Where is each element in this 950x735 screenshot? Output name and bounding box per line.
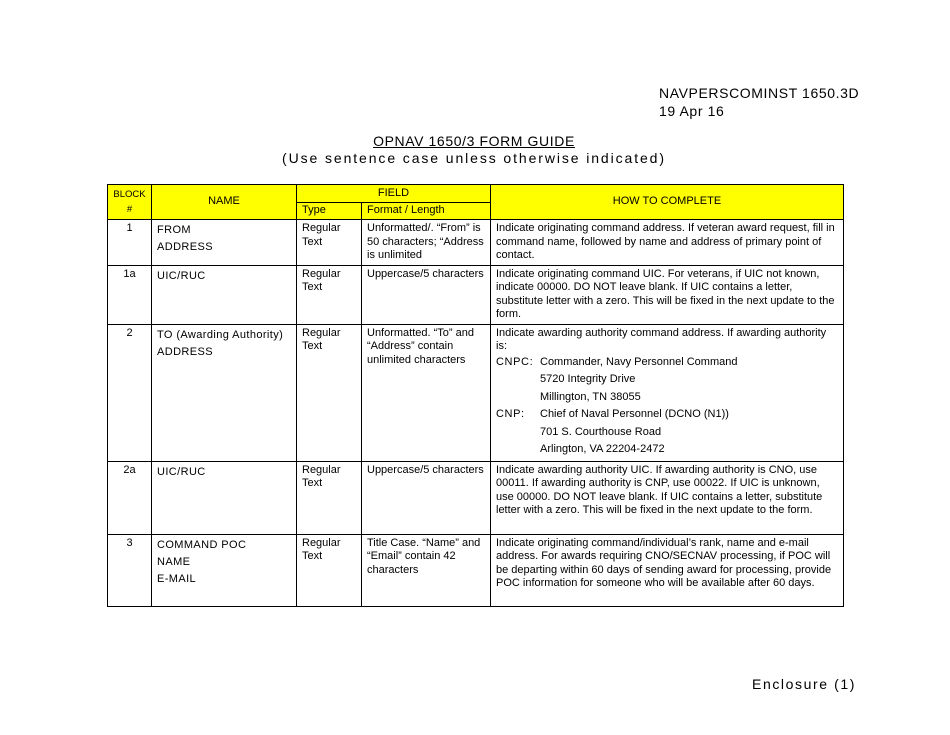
block-number: 1 xyxy=(108,220,152,266)
field-format: Unformatted. “To” and “Address” contain unlimited characters xyxy=(362,324,491,461)
field-type: Regular Text xyxy=(297,220,362,266)
table-row xyxy=(108,461,844,534)
field-type: Regular Text xyxy=(297,324,362,461)
address-line: Chief of Naval Personnel (DCNO (N1)) xyxy=(540,408,729,420)
header-type: Type xyxy=(297,202,362,220)
field-name-line: FROM xyxy=(157,224,191,236)
table-row xyxy=(108,534,844,606)
field-format: Title Case. “Name” and “Email” contain 42 characters xyxy=(362,534,491,606)
field-name xyxy=(152,324,297,461)
form-guide-title xyxy=(0,133,950,167)
field-name-line: COMMAND POC xyxy=(157,538,247,551)
address-line: 5720 Integrity Drive xyxy=(540,373,636,385)
cnp-address xyxy=(496,406,838,459)
block-number: 2a xyxy=(108,461,152,534)
how-to-complete: Indicate awarding authority UIC. If awarding authority is CNO, use 00011. If awarding authority is CNP, use 00022. If UIC is unknown, use 00000. DO NOT leave blank. If UIC contains a letter, substitute letter with a zero. This will be fixed in the next update to the form. xyxy=(491,461,844,534)
header-name: NAME xyxy=(152,185,297,220)
form-guide-table xyxy=(107,184,844,607)
field-name-line: UIC/RUC xyxy=(157,269,206,282)
field-format: Uppercase/5 characters xyxy=(362,461,491,534)
header-format: Format / Length xyxy=(362,202,491,220)
header-block-line1: BLOCK xyxy=(113,189,146,200)
table-row xyxy=(108,220,844,266)
address-line: Commander, Navy Personnel Command xyxy=(540,355,738,368)
field-name xyxy=(152,534,297,606)
header-how-to-complete: HOW TO COMPLETE xyxy=(491,185,844,220)
instruction-date: 19 Apr 16 xyxy=(659,103,725,119)
header-field: FIELD xyxy=(297,185,491,203)
table-row xyxy=(108,324,844,461)
how-to-complete xyxy=(491,324,844,461)
cnpc-label: CNPC: xyxy=(496,355,534,368)
table-header-row xyxy=(108,185,844,203)
field-type: Regular Text xyxy=(297,534,362,606)
field-name-line: E-MAIL xyxy=(157,572,197,585)
header-block xyxy=(108,185,152,220)
header-block-line2: # xyxy=(126,204,133,215)
field-name-line: UIC/RUC xyxy=(157,465,206,478)
field-name-line: ADDRESS xyxy=(157,345,213,358)
block-number: 3 xyxy=(108,534,152,606)
field-format: Unformatted/. “From” is 50 characters; “Address is unlimited xyxy=(362,220,491,266)
how-to-complete: Indicate originating command/individual’s rank, name and e-mail address. For awards requiring CNO/SECNAV processing, if POC will be departing within 60 days of sending award for processing, provide POC information for someone who will be available after 60 days. xyxy=(491,534,844,606)
address-line: 701 S. Courthouse Road xyxy=(540,425,662,438)
field-name xyxy=(152,265,297,324)
enclosure-label: Enclosure (1) xyxy=(752,676,857,692)
how-to-complete: Indicate originating command UIC. For veterans, if UIC not known, indicate 00000. DO NOT leave blank. If UIC contains a letter, substitute letter with a zero. This will be fixed in the next update to the form. xyxy=(491,265,844,324)
field-name-line: TO (Awarding Authority) xyxy=(157,328,284,341)
field-name xyxy=(152,461,297,534)
cnpc-address xyxy=(496,354,838,407)
field-type: Regular Text xyxy=(297,461,362,534)
instruction-reference xyxy=(659,84,859,120)
how-intro: Indicate awarding authority command address. If awarding authority is: xyxy=(496,326,827,352)
table-row xyxy=(108,265,844,324)
field-type: Regular Text xyxy=(297,265,362,324)
address-line: Millington, TN 38055 xyxy=(540,390,641,403)
field-format: Uppercase/5 characters xyxy=(362,265,491,324)
title-main: OPNAV 1650/3 FORM GUIDE xyxy=(373,133,575,149)
field-name-line: ADDRESS xyxy=(157,241,213,253)
block-number: 2 xyxy=(108,324,152,461)
field-name xyxy=(152,220,297,266)
address-line: Arlington, VA 22204-2472 xyxy=(540,443,665,455)
how-to-complete: Indicate originating command address. If veteran award request, fill in command name, followed by name and address of primary point of contact. xyxy=(491,220,844,266)
title-subtitle: (Use sentence case unless otherwise indicated) xyxy=(282,150,666,166)
block-number: 1a xyxy=(108,265,152,324)
field-name-line: NAME xyxy=(157,555,191,568)
instruction-number: NAVPERSCOMINST 1650.3D xyxy=(659,85,860,101)
cnp-label: CNP: xyxy=(496,408,525,420)
